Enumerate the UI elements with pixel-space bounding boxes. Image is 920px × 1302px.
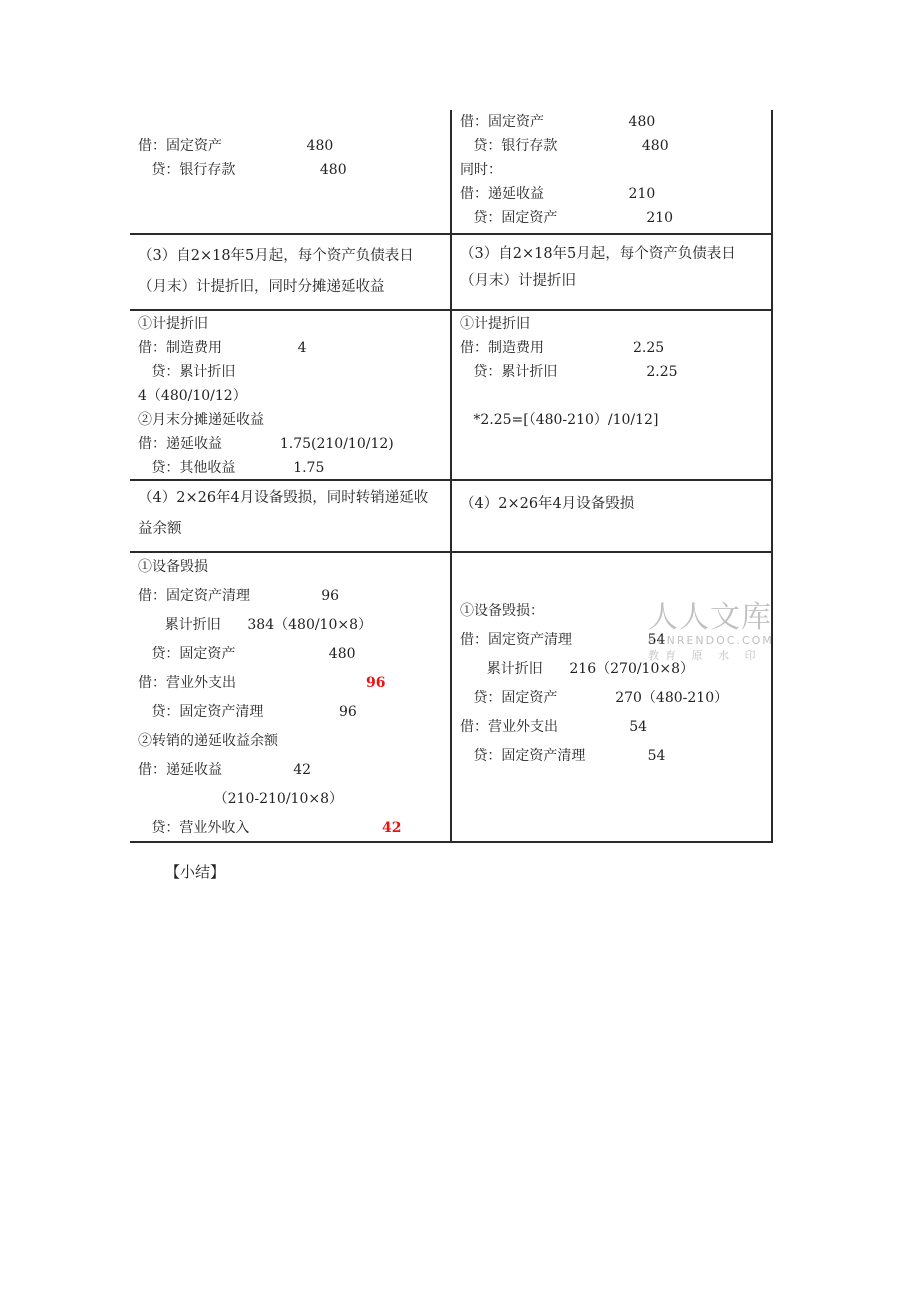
summary-heading: 【小结】 [165,863,226,881]
entry-line: 贷：固定资产 270（480-210） [460,690,729,706]
row1-left-cell [130,110,451,234]
watermark-site: RENRENDOC.COM [648,634,774,647]
entry-line: 借：固定资产清理 96 [138,588,340,604]
entry-line: ②转销的递延收益余额 [138,733,278,749]
row5-left-cell [130,552,451,842]
entry-line: 借：制造费用 2.25 [460,340,665,356]
entry-line: 借：固定资产 480 [460,114,656,130]
entry-line: 贷：固定资产清理 54 [460,748,666,764]
entry-line: 借：营业外支出 54 [460,719,648,735]
entry-line: 贷：累计折旧 2.25 [460,364,678,380]
row2-right-cell [451,234,772,310]
section-heading: （3）自2×18年5月起，每个资产负债表日（月末）计提折旧，同时分摊递延收益 [138,248,414,295]
entry-line: 借：递延收益 42 [138,762,312,778]
journal-entry-table [130,110,773,843]
entry-line: 贷：银行存款 480 [138,162,347,178]
row1-right-cell [451,110,772,234]
entry-line: 4（480/10/12） [138,388,247,404]
entry-line: 借：递延收益 1.75(210/10/12) [138,436,394,452]
entry-line: 同时： [460,162,502,178]
row4-left-cell [130,480,451,552]
entry-line: ①计提折旧 [460,316,530,332]
entry-line: ②月末分摊递延收益 [138,412,264,428]
highlight-amount: 96 [366,675,386,691]
watermark-title: 人人文库 [648,600,772,635]
entry-line: 借：固定资产清理 54 [460,632,666,648]
entry-line: 贷：累计折旧 [138,364,236,380]
row4-right-cell [451,480,772,552]
row3-left-cell [130,310,451,480]
entry-line: 借：营业外支出 [138,675,236,691]
entry-line: 贷：固定资产 480 [138,646,356,662]
entry-line: ①设备毁损： [460,603,544,619]
section-heading: （4）2×26年4月设备毁损，同时转销递延收益余额 [138,490,429,537]
entry-line: 贷：营业外收入 [138,820,250,836]
entry-line: 累计折旧 384（480/10×8） [138,617,373,633]
entry-line: 借：固定资产 480 [138,138,334,154]
entry-line: ①设备毁损 [138,559,208,575]
entry-line: 累计折旧 216（270/10×8） [460,661,695,677]
entry-line: 借：制造费用 4 [138,340,307,356]
row2-left-cell [130,234,451,310]
watermark-slogan: 教育 原 水 印 [648,649,762,662]
entry-line: *2.25=[（480-210）/10/12] [460,412,659,428]
row3-right-cell [451,310,772,480]
entry-line: 贷：固定资产 210 [460,210,674,226]
entry-line: 贷：银行存款 480 [460,138,669,154]
entry-line: （210-210/10×8） [138,791,343,807]
section-heading: （3）自2×18年5月起，每个资产负债表日（月末）计提折旧 [460,246,736,289]
row5-right-cell [451,552,772,842]
entry-line: 借：递延收益 210 [460,186,656,202]
entry-line: ①计提折旧 [138,316,208,332]
highlight-amount: 42 [382,820,402,836]
entry-line: 贷：固定资产清理 96 [138,704,357,720]
entry-line: 贷：其他收益 1.75 [138,460,325,476]
section-heading: （4）2×26年4月设备毁损 [460,496,635,512]
